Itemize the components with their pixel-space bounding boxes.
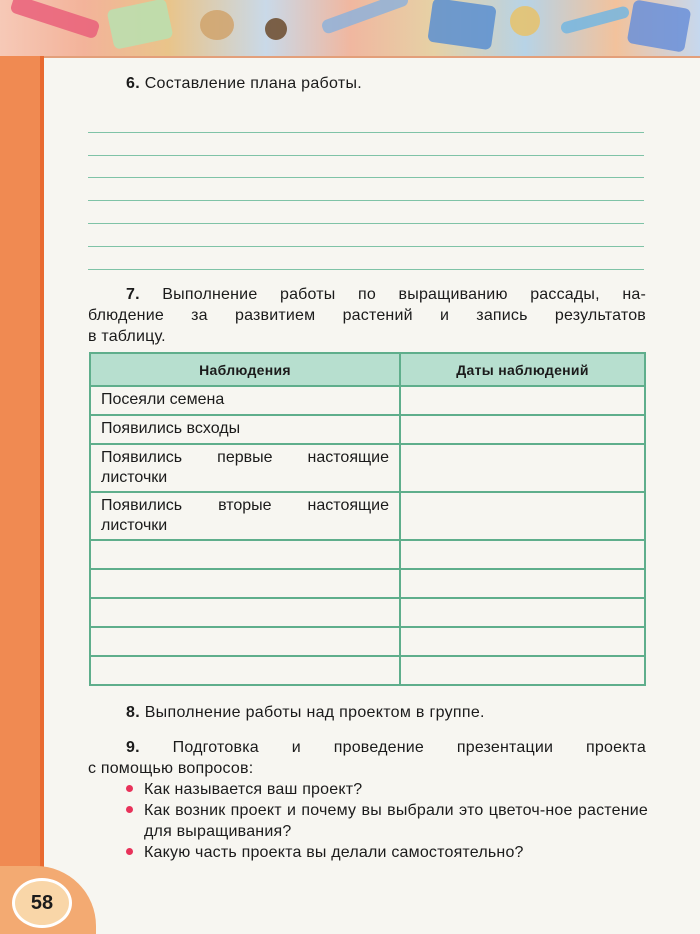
bullet-dot-icon — [126, 806, 133, 813]
bullet-dot-icon — [126, 785, 133, 792]
observation-cell: Появились всходы — [90, 415, 400, 444]
section-9-number: 9. — [126, 739, 140, 756]
observation-cell[interactable] — [90, 627, 400, 656]
writing-line[interactable] — [88, 156, 644, 179]
date-cell[interactable] — [400, 444, 645, 492]
list-item — [88, 779, 648, 800]
column-header-dates: Даты наблюдений — [400, 353, 645, 386]
table-header-row — [90, 353, 645, 386]
question-list — [88, 779, 648, 863]
table-row — [90, 656, 645, 685]
writing-line[interactable] — [88, 247, 644, 270]
section-9-title-line-1: Подготовка и проведение презентации проекта — [172, 739, 647, 756]
packet-illustration — [427, 0, 497, 50]
book-illustration — [627, 0, 692, 53]
table-row — [90, 415, 645, 444]
observation-cell: Посеяли семена — [90, 386, 400, 415]
date-cell[interactable] — [400, 627, 645, 656]
paper-illustration — [106, 0, 173, 50]
page-number: 58 — [12, 878, 72, 928]
seed-illustration — [265, 18, 287, 40]
section-7-title-line-2: блюдение за развитием растений и запись результатов — [88, 307, 646, 324]
date-cell[interactable] — [400, 492, 645, 540]
observation-cell[interactable] — [90, 598, 400, 627]
column-header-observations: Наблюдения — [90, 353, 400, 386]
section-7-title-line-3: в таблицу. — [88, 328, 166, 345]
table-row — [90, 444, 645, 492]
question-text: Как называется ваш проект? — [144, 781, 363, 798]
table-row — [90, 627, 645, 656]
writing-line[interactable] — [88, 224, 644, 247]
section-9-title-line-2: с помощью вопросов: — [88, 760, 254, 777]
top-decorative-banner — [0, 0, 700, 58]
writing-lines — [88, 110, 644, 270]
date-cell[interactable] — [400, 656, 645, 685]
table-row — [90, 569, 645, 598]
section-6-heading — [126, 74, 362, 94]
observation-cell[interactable] — [90, 569, 400, 598]
bullet-dot-icon — [126, 848, 133, 855]
observation-cell[interactable] — [90, 656, 400, 685]
question-text: Какую часть проекта вы делали самостоятельно? — [144, 844, 524, 861]
section-8-title: Выполнение работы над проектом в группе. — [144, 704, 485, 721]
pencil-illustration — [9, 0, 100, 39]
section-9-heading — [88, 737, 646, 779]
date-cell[interactable] — [400, 598, 645, 627]
seed-illustration — [200, 10, 234, 40]
observation-cell[interactable] — [90, 540, 400, 569]
table-row — [90, 598, 645, 627]
section-8-heading — [126, 703, 485, 723]
writing-line[interactable] — [88, 178, 644, 201]
writing-line[interactable] — [88, 110, 644, 133]
table-row — [90, 540, 645, 569]
left-margin-band — [0, 56, 44, 932]
section-7-heading — [88, 284, 646, 347]
compass-illustration — [320, 0, 409, 35]
observation-table — [89, 352, 646, 686]
observation-cell: Появились первые настоящие листочки — [90, 444, 400, 492]
left-margin-stripe — [40, 56, 44, 932]
observation-cell: Появились вторые настоящие листочки — [90, 492, 400, 540]
date-cell[interactable] — [400, 415, 645, 444]
section-7-number: 7. — [126, 286, 140, 303]
list-item — [88, 800, 648, 842]
seed-illustration — [510, 6, 540, 36]
writing-line[interactable] — [88, 201, 644, 224]
date-cell[interactable] — [400, 386, 645, 415]
table-row — [90, 492, 645, 540]
section-8-number: 8. — [126, 704, 140, 721]
section-6-title: Составление плана работы. — [144, 75, 363, 92]
tool-illustration — [560, 5, 631, 35]
section-6-number: 6. — [126, 75, 140, 92]
section-7-title-line-1: Выполнение работы по выращиванию рассады, на- — [162, 286, 646, 303]
writing-line[interactable] — [88, 133, 644, 156]
date-cell[interactable] — [400, 540, 645, 569]
question-text: Как возник проект и почему вы выбрали это цветоч-ное растение для выращивания? — [144, 802, 648, 840]
date-cell[interactable] — [400, 569, 645, 598]
list-item — [88, 842, 648, 863]
table-row — [90, 386, 645, 415]
